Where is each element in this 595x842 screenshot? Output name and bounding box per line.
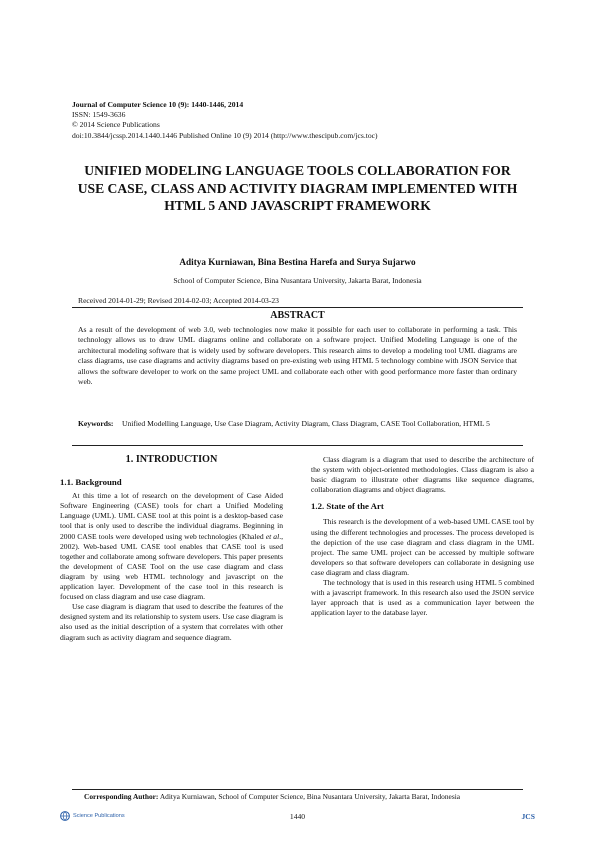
affiliation: School of Computer Science, Bina Nusantara University, Jakarta Barat, Indonesia	[173, 276, 422, 285]
page-number: 1440	[289, 812, 306, 821]
subsection-heading-state-of-the-art: 1.2. State of the Art	[311, 501, 384, 512]
column-right	[311, 455, 534, 618]
divider-keywords	[72, 445, 523, 446]
journal-header	[72, 100, 378, 141]
paragraph-text: At this time a lot of research on the development of Case Aided Software Engineering (CASE) tools for chart a Unified Modeling Language (UML). UML CASE tool at this point is a desktop-based case tool that is only used to describe the individual diagrams. Beginning in 2000 CASE tools were developed using web technologies (Khaled	[60, 491, 283, 541]
copyright: © 2014 Science Publications	[72, 120, 160, 130]
issn: ISSN: 1549-3636	[72, 110, 126, 120]
abstract-heading: ABSTRACT	[270, 310, 325, 321]
publisher-name: Science Publications	[73, 813, 125, 819]
journal-citation: Journal of Computer Science 10 (9): 1440-1446, 2014	[72, 100, 244, 109]
submission-dates: Received 2014-01-29; Revised 2014-02-03; Accepted 2014-03-23	[78, 296, 279, 305]
paragraph-text: ., 2002). Web-based UML CASE tool enables that CASE tool is used together and collaborate among software developers. This paper presents the development of CASE Tool on the use case diagram and class diagram by using web HTML technology and javascript on the application layer. Development of the case tool in this research is focused on class diagram and use case diagram.	[60, 531, 283, 602]
doi: doi:10.3844/jcssp.2014.1440.1446 Published Online 10 (9) 2014 (http://www.thescipub.com/jcs.toc)	[72, 130, 378, 140]
paragraph	[60, 491, 283, 602]
paragraph: The technology that is used in this research using HTML 5 combined with a javascript framework. In this research also used the JSON service layer approach that is used as a communication layer between the application layer to the database layer.	[311, 578, 534, 618]
citation-et-al: et al	[265, 531, 280, 541]
paragraph: Class diagram is a diagram that used to describe the architecture of the system with object-oriented methodologies. Class diagram is also a basic diagram to illustrate other diagrams like sequence diagrams, collaboration diagrams and object diagrams.	[311, 455, 534, 495]
corresponding-author	[84, 792, 460, 801]
paragraph: Use case diagram is diagram that used to describe the features of the designed system and its relationship to system users. Use case diagram is also used as the initial description of a system that correlates with other diagram such as activity diagram and sequence diagram.	[60, 602, 283, 642]
keywords-text: Unified Modelling Language, Use Case Diagram, Activity Diagram, Class Diagram, CASE Tool Collaboration, HTML 5	[122, 419, 490, 428]
section-heading-introduction: 1. INTRODUCTION	[125, 454, 218, 465]
journal-abbreviation: JCS	[521, 812, 535, 821]
authors: Aditya Kurniawan, Bina Bestina Harefa and Surya Sujarwo	[179, 257, 416, 267]
subsection-heading-background: 1.1. Background	[60, 477, 122, 488]
corresponding-author-label: Corresponding Author:	[84, 792, 159, 801]
divider-footer	[72, 789, 523, 790]
corresponding-author-text: Aditya Kurniawan, School of Computer Science, Bina Nusantara University, Jakarta Barat, Indonesia	[158, 792, 461, 801]
divider-top	[72, 307, 523, 308]
page-footer	[60, 811, 535, 825]
keywords-label: Keywords:	[78, 419, 114, 428]
paper-title: UNIFIED MODELING LANGUAGE TOOLS COLLABORATION FOR USE CASE, CLASS AND ACTIVITY DIAGRAM IMPLEMENTED WITH HTML 5 AND JAVASCRIPT FRAMEWORK	[77, 163, 518, 214]
keywords	[78, 419, 517, 429]
paragraph: This research is the development of a web-based UML CASE tool by using the different technologies and processes. The process developed is the depiction of the use case diagram and class diagram in the UML project. The same UML project can be accessed by multiple software developers so that software developers can collaborate in designing use case diagram and class diagram.	[311, 517, 534, 577]
column-left	[60, 455, 283, 643]
abstract-text: As a result of the development of web 3.0, web technologies now make it possible for each user to collaborate in performing a task. This technology allows us to draw UML diagrams online and collaborate on a software project. Unified Modeling Language is one of the architectural modeling software that is widely used by software developers. This research aims to develop a modeling tool UML diagrams are class diagrams, use case diagrams and activity diagrams based on pre-existing web using HTML 5 technology combine with JSON Service that allows the software developer to work on the same project UML and collaborate each other with good performance more faster than ordinary web.	[78, 325, 517, 387]
